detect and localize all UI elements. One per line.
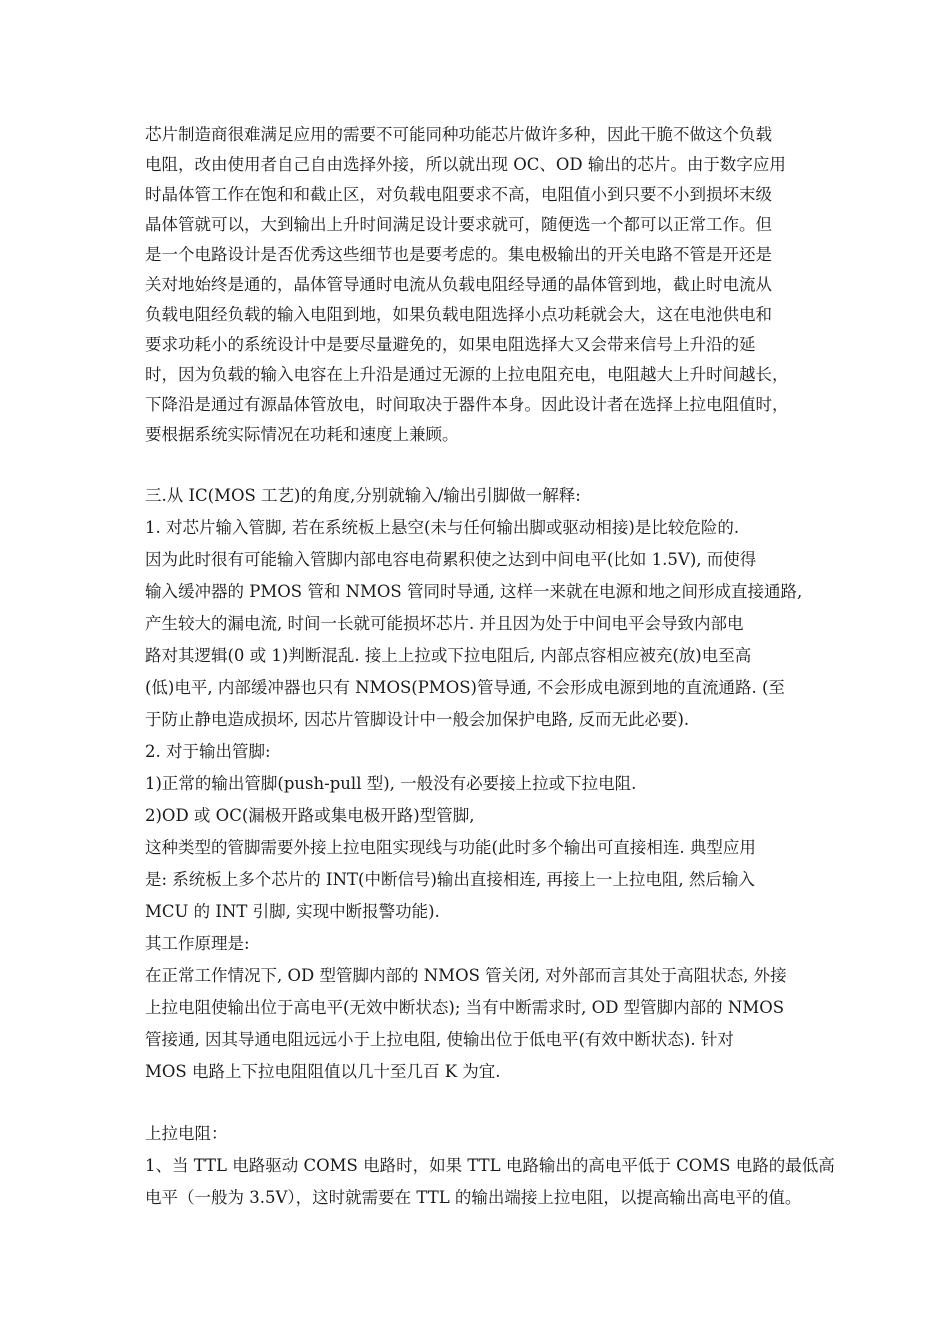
body-text-line: 在正常工作情况下, OD 型管脚内部的 NMOS 管关闭, 对外部而言其处于高阻状态, 外接	[145, 966, 787, 985]
body-text-line: 要求功耗小的系统设计中是要尽量避免的，如果电阻选择大又会带来信号上升沿的延	[145, 335, 756, 354]
body-text-line: 电平（一般为 3.5V），这时就需要在 TTL 的输出端接上拉电阻，以提高输出高电平的值。	[145, 1188, 802, 1207]
body-text-line: 电阻，改由使用者自己自由选择外接，所以就出现 OC、OD 输出的芯片。由于数字应用	[145, 155, 786, 174]
body-text-line: 路对其逻辑(0 或 1)判断混乱. 接上上拉或下拉电阻后, 内部点容相应被充(放)电至高	[145, 646, 752, 665]
body-text-line: 时，因为负载的输入电容在上升沿是通过无源的上拉电阻充电，电阻越大上升时间越长，	[145, 365, 789, 384]
section-heading: 三.从 IC(MOS 工艺)的角度,分别就输入/输出引脚做一解释:	[145, 486, 581, 505]
body-text-line: 要根据系统实际情况在功耗和速度上兼顾。	[145, 425, 459, 444]
body-text-line: 1)正常的输出管脚(push-pull 型), 一般没有必要接上拉或下拉电阻.	[145, 774, 637, 793]
body-text-line: 关对地始终是通的，晶体管导通时电流从负载电阻经导通的晶体管到地，截止时电流从	[145, 275, 772, 294]
body-text-line: 因为此时很有可能输入管脚内部电容电荷累积使之达到中间电平(比如 1.5V), 而使得	[145, 550, 757, 569]
body-text-line: 上拉电阻使输出位于高电平(无效中断状态); 当有中断需求时, OD 型管脚内部的 NMOS	[145, 998, 785, 1017]
body-text-line: 于防止静电造成损坏, 因芯片管脚设计中一般会加保护电路, 反而无此必要).	[145, 710, 690, 729]
body-text-line: 下降沿是通过有源晶体管放电，时间取决于器件本身。因此设计者在选择上拉电阻值时，	[145, 395, 789, 414]
body-text-line: 时晶体管工作在饱和和截止区，对负载电阻要求不高，电阻值小到只要不小到损坏末级	[145, 185, 772, 204]
body-text-line: MOS 电路上下拉电阻阻值以几十至几百 K 为宜.	[145, 1062, 501, 1081]
body-text-line: 这种类型的管脚需要外接上拉电阻实现线与功能(此时多个输出可直接相连. 典型应用	[145, 838, 756, 857]
body-text-line: 是: 系统板上多个芯片的 INT(中断信号)输出直接相连, 再接上一上拉电阻, 然后输入	[145, 870, 755, 889]
section-heading: 上拉电阻：	[145, 1124, 228, 1143]
body-text-line: 2)OD 或 OC(漏极开路或集电极开路)型管脚,	[145, 806, 475, 825]
body-text-line: (低)电平, 内部缓冲器也只有 NMOS(PMOS)管导通, 不会形成电源到地的直流通路. (至	[145, 678, 785, 697]
body-text-line: 产生较大的漏电流, 时间一长就可能损坏芯片. 并且因为处于中间电平会导致内部电	[145, 614, 744, 633]
body-text-line: 负载电阻经负载的输入电阻到地，如果负载电阻选择小点功耗就会大，这在电池供电和	[145, 305, 772, 324]
body-text-line: 其工作原理是:	[145, 934, 250, 953]
body-text-line: 输入缓冲器的 PMOS 管和 NMOS 管同时导通, 这样一来就在电源和地之间形成直接通路,	[145, 582, 803, 601]
body-text-line: MCU 的 INT 引脚, 实现中断报警功能).	[145, 902, 440, 921]
body-text-line: 是一个电路设计是否优秀这些细节也是要考虑的。集电极输出的开关电路不管是开还是	[145, 245, 772, 264]
body-text-line: 2. 对于输出管脚:	[145, 742, 271, 761]
body-text-line: 1. 对芯片输入管脚, 若在系统板上悬空(未与任何输出脚或驱动相接)是比较危险的.	[145, 518, 740, 537]
body-text-line: 晶体管就可以，大到输出上升时间满足设计要求就可，随便选一个都可以正常工作。但	[145, 215, 772, 234]
body-text-line: 1、当 TTL 电路驱动 COMS 电路时，如果 TTL 电路输出的高电平低于 COMS 电路的最低高	[145, 1156, 835, 1175]
body-text-line: 芯片制造商很难满足应用的需要不可能同种功能芯片做许多种，因此干脆不做这个负载	[145, 125, 772, 144]
body-text-line: 管接通, 因其导通电阻远远小于上拉电阻, 使输出位于低电平(有效中断状态). 针对	[145, 1030, 734, 1049]
